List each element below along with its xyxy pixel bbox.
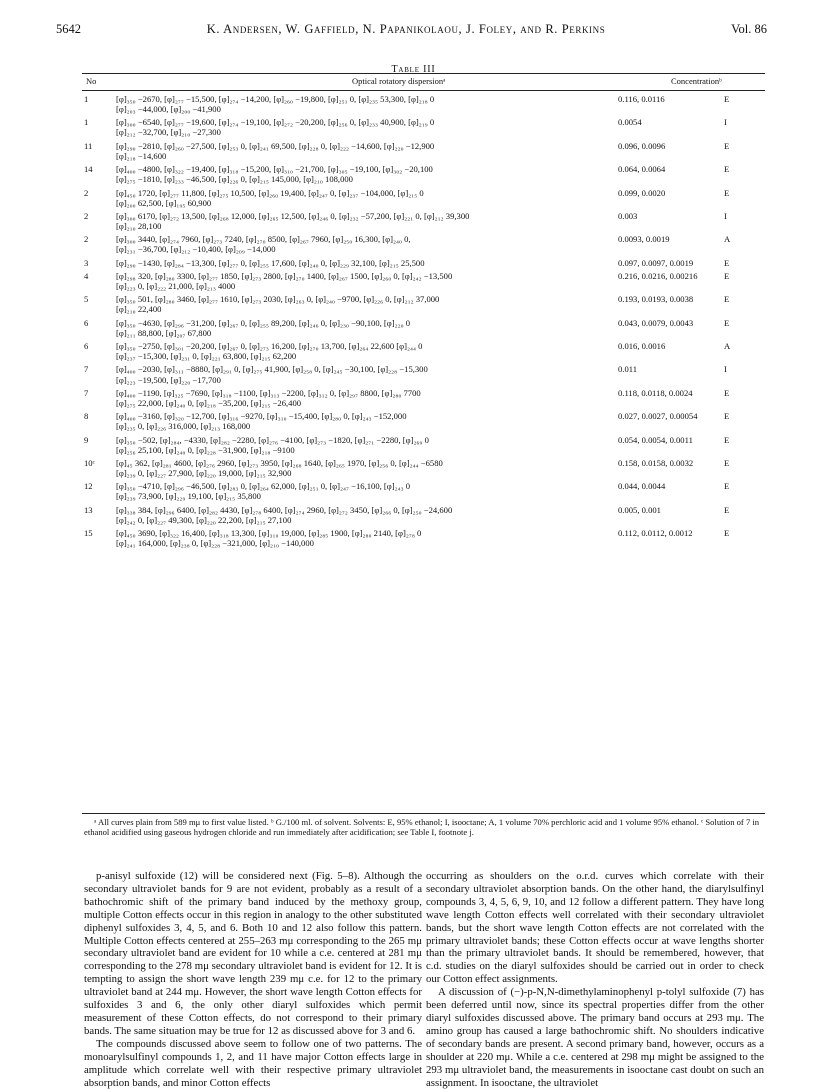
column-header-ord: Optical rotatory dispersionᵃ: [352, 76, 446, 86]
ord-line: [φ]₄₅₀ 3690, [φ]₃₂₂ 16,400, [φ]₃₁₈ 13,300, [φ]₃₁₀ 19,000, [φ]₂₈₅ 1900, [φ]₂₈₀ 2140, [φ]₂₇₈ 0: [116, 528, 422, 539]
row-number: 13: [84, 504, 93, 515]
ord-values: [116, 234, 596, 254]
row-number: 12: [84, 481, 93, 492]
table-header-rule: [82, 90, 765, 91]
ord-values: [116, 141, 596, 161]
concentration-value: 0.0093, 0.0019: [618, 234, 670, 245]
solvent-code: E: [724, 434, 730, 445]
table-row: [84, 94, 767, 114]
concentration-value: 0.064, 0.0064: [618, 164, 666, 175]
ord-values: [116, 318, 596, 338]
concentration-value: 0.097, 0.0097, 0.0019: [618, 257, 694, 268]
ord-line: [φ]₄₅ 362, [φ]₂₈₁ 4600, [φ]₂₇₆ 2960, [φ]₂₇₃ 3950, [φ]₂₆₈ 1640, [φ]₂₆₅ 1970, [φ]₂₅₆ 0, [φ]₂₄₄ −6580: [116, 457, 443, 468]
ord-line: [φ]₂₉₀ −1430, [φ]₂₈₄ −13,300, [φ]₂₇₇ 0, [φ]₂₅₅ 17,600, [φ]₂₄₀ 0, [φ]₂₂₉ 32,100, [φ]₂₁₅ 25,500: [116, 257, 425, 268]
table-row: [84, 341, 767, 361]
solvent-code: E: [724, 528, 730, 539]
table-top-rule: [82, 73, 765, 74]
solvent-code: E: [724, 257, 730, 268]
ord-values: [116, 341, 596, 361]
running-header: [56, 22, 767, 40]
ord-line: [φ]₃₅₀ −2670, [φ]₂₇₇ −15,500, [φ]₂₇₄ −14,200, [φ]₂₆₀ −19,800, [φ]₂₅₁ 0, [φ]₂₃₅ 53,300, [φ]₂₁₈ 0: [116, 94, 435, 104]
ord-line: [φ]₃₅₀ 501, [φ]₂₈₀ 3460, [φ]₂₇₇ 1610, [φ]₂₇₃ 2030, [φ]₂₆₃ 0, [φ]₂₄₀ −9700, [φ]₂₂₆ 0, [φ]₂₁₂ 37,000: [116, 294, 440, 305]
solvent-code: E: [724, 294, 730, 305]
row-number: 11: [84, 140, 93, 151]
table-bottom-rule: [82, 813, 765, 814]
ord-line: [φ]₂₀₃ −44,000, [φ]₂₀₀ −41,900: [116, 104, 221, 115]
table-row: [84, 364, 767, 384]
table-row: [84, 211, 767, 231]
ord-line: [φ]₄₀₀ −4800, [φ]₃₂₂ −19,400, [φ]₃₁₈ −15,200, [φ]₃₁₀ −21,700, [φ]₃₀₅ −19,100, [φ]₃₀₂ −20,100: [116, 164, 433, 175]
solvent-code: E: [724, 187, 730, 198]
table-row: [84, 411, 767, 431]
ord-values: [116, 435, 596, 455]
row-number: 7: [84, 364, 89, 375]
ord-values: [116, 188, 596, 208]
table-row: [84, 117, 767, 137]
table-row: [84, 188, 767, 208]
concentration-value: 0.0054: [618, 117, 642, 128]
table-row: [84, 505, 767, 525]
row-number: 8: [84, 411, 89, 422]
table-row: [84, 528, 767, 548]
solvent-code: I: [724, 364, 727, 375]
ord-line: [φ]₄₀₀ −1190, [φ]₃₂₅ −7690, [φ]₃₁₈ −1100, [φ]₃₁₃ −2200, [φ]₃₁₂ 0, [φ]₂₉₇ 8800, [φ]₂₈₀ 7700: [116, 387, 421, 398]
body-paragraph: p-anisyl sulfoxide (12) will be considered next (Fig. 5–8). Although the secondary ultraviolet bands for 9 are not evident, probably as a result of a bathochromic shift of the primary band induced by the methoxy group, multiple Cotton effects occur in this region in analogy to the other substituted diphenyl sulfoxides 3, 4, 5, and 6. Both 10 and 12 also follow this pattern. Multiple Cotton effects centered at 255–263 mμ corresponding to the 265 mμ secondary ultraviolet band are evident for 10 while a c.e. centered at 281 mμ corresponding to the 278 mμ secondary ultraviolet band is evident for 12. It is tempting to assign the short wave length 239 mμ c.e. for 12 to the primary ultraviolet band at 244 mμ. However, the short wave length Cotton effects for sulfoxides 3 and 6, the only other diaryl sulfoxides which permit measurement of these Cotton effects, do not correspond to their primary bands. The same situation may be true for 12 as discussed above for 3 and 6.: [84, 870, 422, 1037]
ord-line: [φ]₂₄₂ 0, [φ]₂₂₇ 49,300, [φ]₂₂₀ 22,200, [φ]₂₁₅ 27,100: [116, 514, 292, 525]
table-row: [84, 458, 767, 478]
body-column-right: [426, 870, 764, 1089]
concentration-value: 0.158, 0.0158, 0.0032: [618, 457, 694, 468]
ord-values: [116, 164, 596, 184]
table-row: [84, 481, 767, 501]
ord-values: [116, 271, 596, 291]
solvent-code: A: [724, 234, 731, 245]
table-row: [84, 388, 767, 408]
column-header-no: No: [86, 76, 97, 86]
ord-line: [φ]₄₀₀ −2030, [φ]₃₁₁ −8880, [φ]₂₉₁ 0, [φ]₂₇₅ 41,900, [φ]₂₅₈ 0, [φ]₂₄₅ −30,100, [φ]₂₂₈ −15,300: [116, 364, 428, 375]
solvent-code: E: [724, 317, 730, 328]
row-number: 4: [84, 270, 89, 281]
table-row: [84, 258, 767, 268]
solvent-code: I: [724, 117, 727, 128]
concentration-value: 0.027, 0.0027, 0.00054: [618, 411, 698, 422]
ord-line: [φ]₃₀₀ 6170, [φ]₂₇₂ 13,500, [φ]₂₆₈ 12,000, [φ]₂₆₅ 12,500, [φ]₂₄₆ 0, [φ]₂₃₂ −57,200, [φ]₂₂₁ 0, [φ]₂₁₂ 39,300: [116, 210, 470, 221]
ord-line: [φ]₃₀₀ 3440, [φ]₂₇₄ 7960, [φ]₂₇₃ 7240, [φ]₂₇₀ 8500, [φ]₂₆₇ 7960, [φ]₂₅₀ 16,300, [φ]₂₄₀ 0,: [116, 234, 411, 245]
concentration-value: 0.193, 0.0193, 0.0038: [618, 294, 694, 305]
page-number: 5642: [56, 22, 81, 36]
concentration-value: 0.016, 0.0016: [618, 341, 666, 352]
table-row: [84, 294, 767, 314]
table-title: Table III: [391, 64, 436, 75]
concentration-value: 0.044, 0.0044: [618, 481, 666, 492]
solvent-code: A: [724, 341, 731, 352]
ord-values: [116, 481, 596, 501]
table-row: [84, 164, 767, 184]
ord-line: [φ]₄₀₀ −3160, [φ]₃₂₀ −12,700, [φ]₃₁₆ −9270, [φ]₃₁₀ −15,400, [φ]₂₈₀ 0, [φ]₂₄₃ −152,000: [116, 411, 407, 422]
solvent-code: E: [724, 140, 730, 151]
ord-line: [φ]₃₅₀ −4710, [φ]₂₉₆ −46,500, [φ]₂₈₃ 0, [φ]₂₆₄ 62,000, [φ]₂₅₁ 0, [φ]₂₄₇ −16,100, [φ]₂₄₃ 0: [116, 481, 411, 492]
ord-values: [116, 94, 596, 114]
table-header: [64, 76, 767, 90]
ord-line: [φ]₃₅₀ −502, [φ]₂₈₄, −4330, [φ]₂₈₂ −2280, [φ]₂₇₆ −4100, [φ]₂₇₃ −1820, [φ]₂₇₁ −2280, [φ]₂₆₉ 0: [116, 434, 429, 445]
row-number: 6: [84, 317, 89, 328]
row-number: 6: [84, 341, 89, 352]
volume-label: Vol. 86: [731, 22, 767, 36]
ord-values: [116, 388, 596, 408]
ord-values: [116, 117, 596, 137]
ord-line: [φ]₂₃₉ 73,900, [φ]₂₂₉ 19,100, [φ]₂₁₅ 35,800: [116, 491, 261, 502]
ord-line: [φ]₄₅₀ 1720, [φ]₂₇₇ 11,800, [φ]₂₇₅ 10,500, [φ]₂₆₀ 19,400, [φ]₂₄₇ 0, [φ]₂₃₇ −104,000, [φ]₂₁₅ 0: [116, 187, 424, 198]
column-header-concentration: Concentrationᵇ: [671, 76, 722, 86]
table-footnote: ᵃ All curves plain from 589 mμ to first value listed. ᵇ G./100 ml. of solvent. Solvents: E, 95% ethanol; I, isooctane; A, 1 volume 70% perchloric acid and 1 volume 95% ethanol. ᶜ Solution of 7 in ethanol acidified using gaseous hydrogen chloride and run immediately after acidification; see Table I, footnote j.: [84, 817, 760, 838]
ord-values: [116, 294, 596, 314]
ord-line: [φ]₂₁₀ 28,100: [116, 220, 162, 231]
table-row: [84, 234, 767, 254]
ord-line: [φ]₂₉₀ −2810, [φ]₂₆₀ −27,500, [φ]₂₅₃ 0, [φ]₂₄₁ 69,500, [φ]₂₂₈ 0, [φ]₂₂₂ −14,600, [φ]₂₂₀ −12,900: [116, 140, 435, 151]
concentration-value: 0.054, 0.0054, 0.0011: [618, 434, 693, 445]
ord-line: [φ]₂₃₇ −15,300, [φ]₂₃₁ 0, [φ]₂₂₁ 63,800, [φ]₂₁₅ 62,200: [116, 351, 297, 362]
ord-line: [φ]₂₀₀ 62,500, [φ]₁₉₅ 60,900: [116, 197, 212, 208]
solvent-code: E: [724, 411, 730, 422]
solvent-code: E: [724, 94, 730, 104]
body-paragraph: A discussion of (−)-p-N,N-dimethylaminophenyl p-tolyl sulfoxide (7) has been deferred until now, since its spectral properties differ from the other diaryl sulfoxides discussed above. The primary band occurs at 293 mμ. The amino group has caused a large bathochromic shift. No shoulders indicative of secondary bands are present. A second primary band, however, occurs as a shoulder at 220 mμ. While a c.e. centered at 298 mμ might be assigned to the 293 mμ ultraviolet band, the measurements in isooctane cast doubt on such an assignment. In isooctane, the ultraviolet: [426, 986, 764, 1089]
solvent-code: E: [724, 164, 730, 175]
table-body: [84, 94, 767, 551]
ord-line: [φ]₂₁₈ −14,600: [116, 150, 167, 161]
solvent-code: E: [724, 481, 730, 492]
concentration-value: 0.118, 0.0118, 0.0024: [618, 387, 693, 398]
ord-values: [116, 458, 596, 478]
ord-values: [116, 211, 596, 231]
row-number: 7: [84, 387, 89, 398]
ord-line: [φ]₂₁₀ 22,400: [116, 304, 162, 315]
solvent-code: E: [724, 387, 730, 398]
ord-line: [φ]₂₃₁ −36,700, [φ]₂₁₂ −10,400, [φ]₂₀₉ −14,000: [116, 244, 276, 255]
concentration-value: 0.216, 0.0216, 0.00216: [618, 270, 698, 281]
ord-values: [116, 258, 596, 268]
ord-line: [φ]₂₂₃ −19,500, [φ]₂₂₀ −17,700: [116, 374, 221, 385]
table-row: [84, 271, 767, 291]
solvent-code: E: [724, 457, 730, 468]
concentration-value: 0.043, 0.0079, 0.0043: [618, 317, 694, 328]
table-row: [84, 141, 767, 161]
body-column-left: [84, 870, 422, 1089]
row-number: 2: [84, 187, 89, 198]
concentration-value: 0.003: [618, 210, 638, 221]
ord-line: [φ]₂₇₅ −1810, [φ]₂₃₃ −46,500, [φ]₂₂₆ 0, [φ]₂₁₅ 145,000, [φ]₂₁₀ 108,000: [116, 174, 353, 185]
solvent-code: I: [724, 210, 727, 221]
author-line: K. Andersen, W. Gaffield, N. Papanikolaou, J. Foley, and R. Perkins: [206, 22, 606, 36]
table-row: [84, 318, 767, 338]
solvent-code: E: [724, 504, 730, 515]
ord-line: [φ]₂₅₆ 25,100, [φ]₂₄₀ 0, [φ]₂₂₈ −31,900, [φ]₂₁₈ −9100: [116, 444, 295, 455]
ord-line: [φ]₃₃₈ 384, [φ]₂₉₆ 6400, [φ]₂₈₂ 4430, [φ]₂₇₈ 6400, [φ]₂₇₄ 2960, [φ]₂₇₂ 3450, [φ]₂₆₆ 0, [φ]₂₅₀ −24,600: [116, 504, 453, 515]
row-number: 14: [84, 164, 93, 175]
row-number: 15: [84, 528, 93, 539]
ord-values: [116, 364, 596, 384]
ord-line: [φ]₂₄₁ 164,000, [φ]₂₃₈ 0, [φ]₂₂₈ −321,000, [φ]₂₁₀ −140,000: [116, 538, 314, 549]
concentration-value: 0.112, 0.0112, 0.0012: [618, 528, 693, 539]
ord-line: [φ]₂₃₉ 0, [φ]₂₂₇ 27,900, [φ]₂₂₀ 19,000, [φ]₂₁₅ 32,900: [116, 468, 292, 478]
ord-line: [φ]₂₉₈ 320, [φ]₂₈₀ 3300, [φ]₂₇₇ 1850, [φ]₂₇₃ 2800, [φ]₂₇₀ 1400, [φ]₂₆₇ 1500, [φ]₂₆₀ 0, [φ]₂₄₂ −13,500: [116, 270, 453, 281]
solvent-code: E: [724, 270, 730, 281]
row-number: 1: [84, 94, 89, 104]
ord-line: [φ]₂₁₁ 88,800, [φ]₂₀₇ 67,800: [116, 327, 212, 338]
row-number: 2: [84, 234, 89, 245]
ord-values: [116, 411, 596, 431]
concentration-value: 0.096, 0.0096: [618, 140, 666, 151]
row-number: 2: [84, 210, 89, 221]
ord-line: [φ]₂₃₅ 0, [φ]₂₂₆ 316,000, [φ]₂₁₃ 168,000: [116, 421, 251, 432]
concentration-value: 0.005, 0.001: [618, 504, 661, 515]
row-number: 5: [84, 294, 89, 305]
ord-line: [φ]₃₅₀ −2750, [φ]₃₀₁ −20,200, [φ]₂₆₇ 0, [φ]₂₇₃ 16,200, [φ]₂₇₀ 13,700, [φ]₂₆₄ 22,600 [φ]₂₄₄ 0: [116, 341, 423, 352]
ord-line: [φ]₂₂₃ 0, [φ]₂₂₂ 21,000, [φ]₂₁₃ 4000: [116, 281, 236, 291]
ord-line: [φ]₂₁₂ −32,700, [φ]₂₁₀ −27,300: [116, 127, 221, 138]
ord-line: [φ]₃₅₀ −4630, [φ]₂₉₆ −31,200, [φ]₂₆₇ 0, [φ]₂₅₅ 89,200, [φ]₂₄₆ 0, [φ]₂₃₀ −90,100, [φ]₂₂₀ 0: [116, 317, 411, 328]
body-paragraph: occurring as shoulders on the o.r.d. curves which correlate with their secondary ultraviolet absorption bands. On the other hand, the diarylsulfinyl compounds 3, 4, 5, 6, 9, 10, and 12 follow a different pattern. They have long wave length Cotton effects well correlated with their secondary ultraviolet bands, but the short wave length Cotton effects are not correlated with the primary ultraviolet bands; these Cotton effects occur at wave lengths shorter than the primary ultraviolet bands. It should be remembered, however, that c.d. studies on the diaryl sulfoxides should be carried out in order to check our Cotton effect assignments.: [426, 870, 764, 986]
row-number: 1: [84, 117, 89, 128]
ord-values: [116, 528, 596, 548]
concentration-value: 0.116, 0.0116: [618, 94, 665, 104]
row-number: 3: [84, 257, 89, 268]
table-row: [84, 435, 767, 455]
concentration-value: 0.099, 0.0020: [618, 187, 666, 198]
row-number: 9: [84, 434, 89, 445]
concentration-value: 0.011: [618, 364, 638, 375]
body-paragraph: The compounds discussed above seem to follow one of two patterns. The monoarylsulfinyl compounds 1, 2, and 11 have major Cotton effects large in amplitude which correlate well with their respective primary ultraviolet absorption bands, and minor Cotton effects: [84, 1037, 422, 1089]
ord-line: [φ]₃₀₀ −6540, [φ]₂₇₇ −19,600, [φ]₂₇₄ −19,100, [φ]₂₇₂ −20,200, [φ]₂₅₆ 0, [φ]₂₃₃ 40,900, [φ]₂₁₉ 0: [116, 117, 435, 128]
row-number: 10ᶜ: [84, 457, 95, 468]
ord-values: [116, 505, 596, 525]
ord-line: [φ]₂₇₅ 22,000, [φ]₂₄₀ 0, [φ]₂₁₈ −35,200, [φ]₂₁₅ −26,400: [116, 397, 302, 408]
